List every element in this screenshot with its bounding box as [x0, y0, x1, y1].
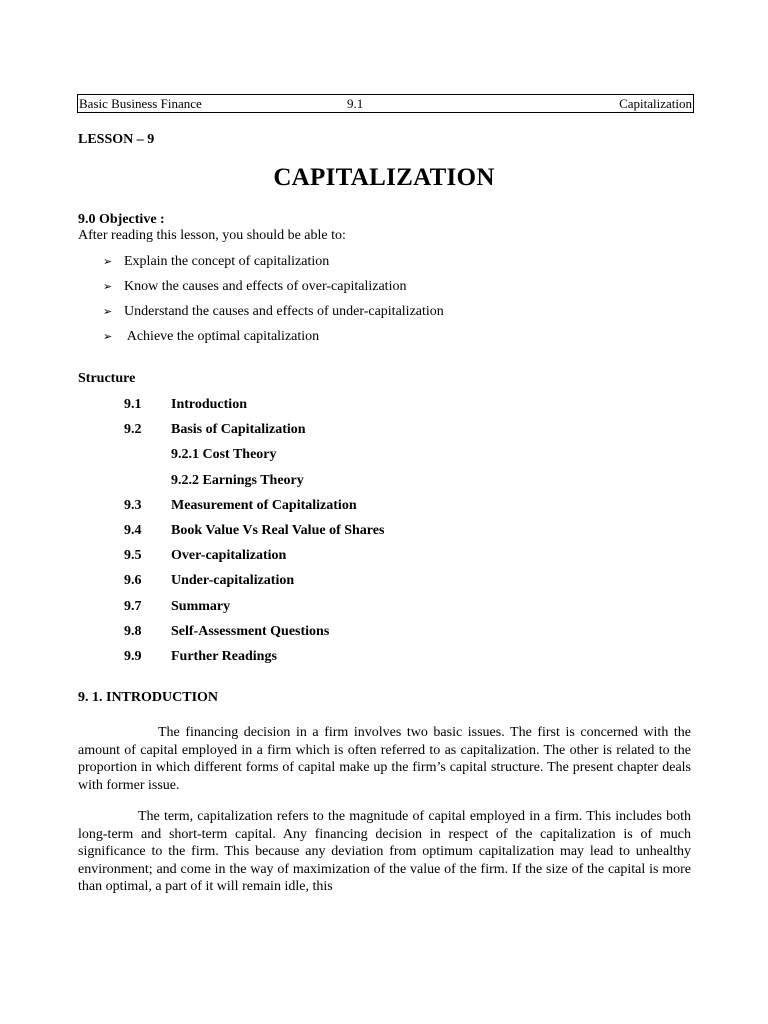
- section-label: Basis of Capitalization: [171, 422, 306, 438]
- objective-list: [103, 252, 444, 352]
- list-item: [0, 648, 768, 673]
- section-number: 9.4: [124, 522, 142, 538]
- objective-text: Achieve the optimal capitalization: [124, 329, 320, 344]
- list-item: [103, 302, 444, 327]
- list-item: [0, 421, 768, 446]
- list-item: [0, 522, 768, 547]
- objective-text: Understand the causes and effects of under-capitalization: [124, 304, 444, 319]
- list-item: [103, 277, 444, 302]
- section-number: 9.9: [124, 648, 142, 664]
- list-item: [0, 598, 768, 623]
- arrow-bullet-icon: ➢: [103, 305, 113, 318]
- section-label: Further Readings: [171, 648, 277, 664]
- section-number: 9.2: [124, 422, 142, 438]
- section-label: Measurement of Capitalization: [171, 497, 357, 513]
- body-paragraph: The term, capitalization refers to the magnitude of capital employed in a firm. This includes both long-term and short-term capital. Any financing decision in respect of the capitalization is of much significance to the firm. This because any deviation from optimum capitalization may lead to unhealthy environment; and come in the way of maximization of the value of the firm. If the size of the capital is more than optimal, a part of it will remain idle, this: [78, 809, 691, 894]
- arrow-bullet-icon: ➢: [103, 280, 113, 293]
- running-header: [77, 94, 694, 113]
- objective-text: Know the causes and effects of over-capitalization: [124, 279, 407, 294]
- arrow-bullet-icon: ➢: [103, 330, 113, 343]
- section-label: Under-capitalization: [171, 573, 295, 589]
- section-number: 9.5: [124, 548, 142, 564]
- objective-heading: 9.0 Objective :: [78, 212, 165, 227]
- section-label: Introduction: [171, 397, 247, 412]
- section-label: 9.2.2 Earnings Theory: [171, 472, 304, 488]
- list-item: [0, 572, 768, 597]
- body-paragraph: The financing decision in a firm involves two basic issues. The first is concerned with the amount of capital employed in a firm which is often referred to as capitalization. The other is related to the proportion in which different forms of capital make up the firm’s capital structure. The present chapter deals with former issue.: [78, 725, 691, 793]
- list-item: [0, 396, 768, 421]
- arrow-bullet-icon: ➢: [103, 255, 113, 268]
- list-item: [103, 252, 444, 277]
- section-label: Summary: [171, 598, 231, 614]
- section-number: 9.8: [124, 623, 142, 639]
- header-chapter-title: Capitalization: [619, 96, 692, 111]
- section-number: 9.7: [124, 598, 142, 614]
- section-number: 9.6: [124, 573, 142, 589]
- structure-heading: Structure: [78, 371, 136, 386]
- list-item: [0, 472, 768, 497]
- list-item: [0, 497, 768, 522]
- list-item: [103, 327, 444, 352]
- structure-list: [0, 396, 768, 673]
- lesson-label: LESSON – 9: [78, 132, 155, 147]
- section-number: 9.3: [124, 497, 142, 513]
- header-page-number: 9.1: [347, 96, 364, 111]
- page-title: CAPITALIZATION: [273, 164, 495, 191]
- section-number: 9.1: [124, 397, 142, 412]
- section-label: Self-Assessment Questions: [171, 623, 330, 639]
- list-item: [0, 623, 768, 648]
- header-course-title: Basic Business Finance: [79, 96, 202, 111]
- section-label: 9.2.1 Cost Theory: [171, 447, 277, 463]
- list-item: [0, 446, 768, 471]
- list-item: [0, 547, 768, 572]
- section-label: Over-capitalization: [171, 548, 287, 564]
- objective-intro: After reading this lesson, you should be able to:: [78, 228, 346, 243]
- section-label: Book Value Vs Real Value of Shares: [171, 522, 385, 538]
- objective-text: Explain the concept of capitalization: [124, 254, 330, 269]
- section-heading-introduction: 9. 1. INTRODUCTION: [78, 690, 219, 705]
